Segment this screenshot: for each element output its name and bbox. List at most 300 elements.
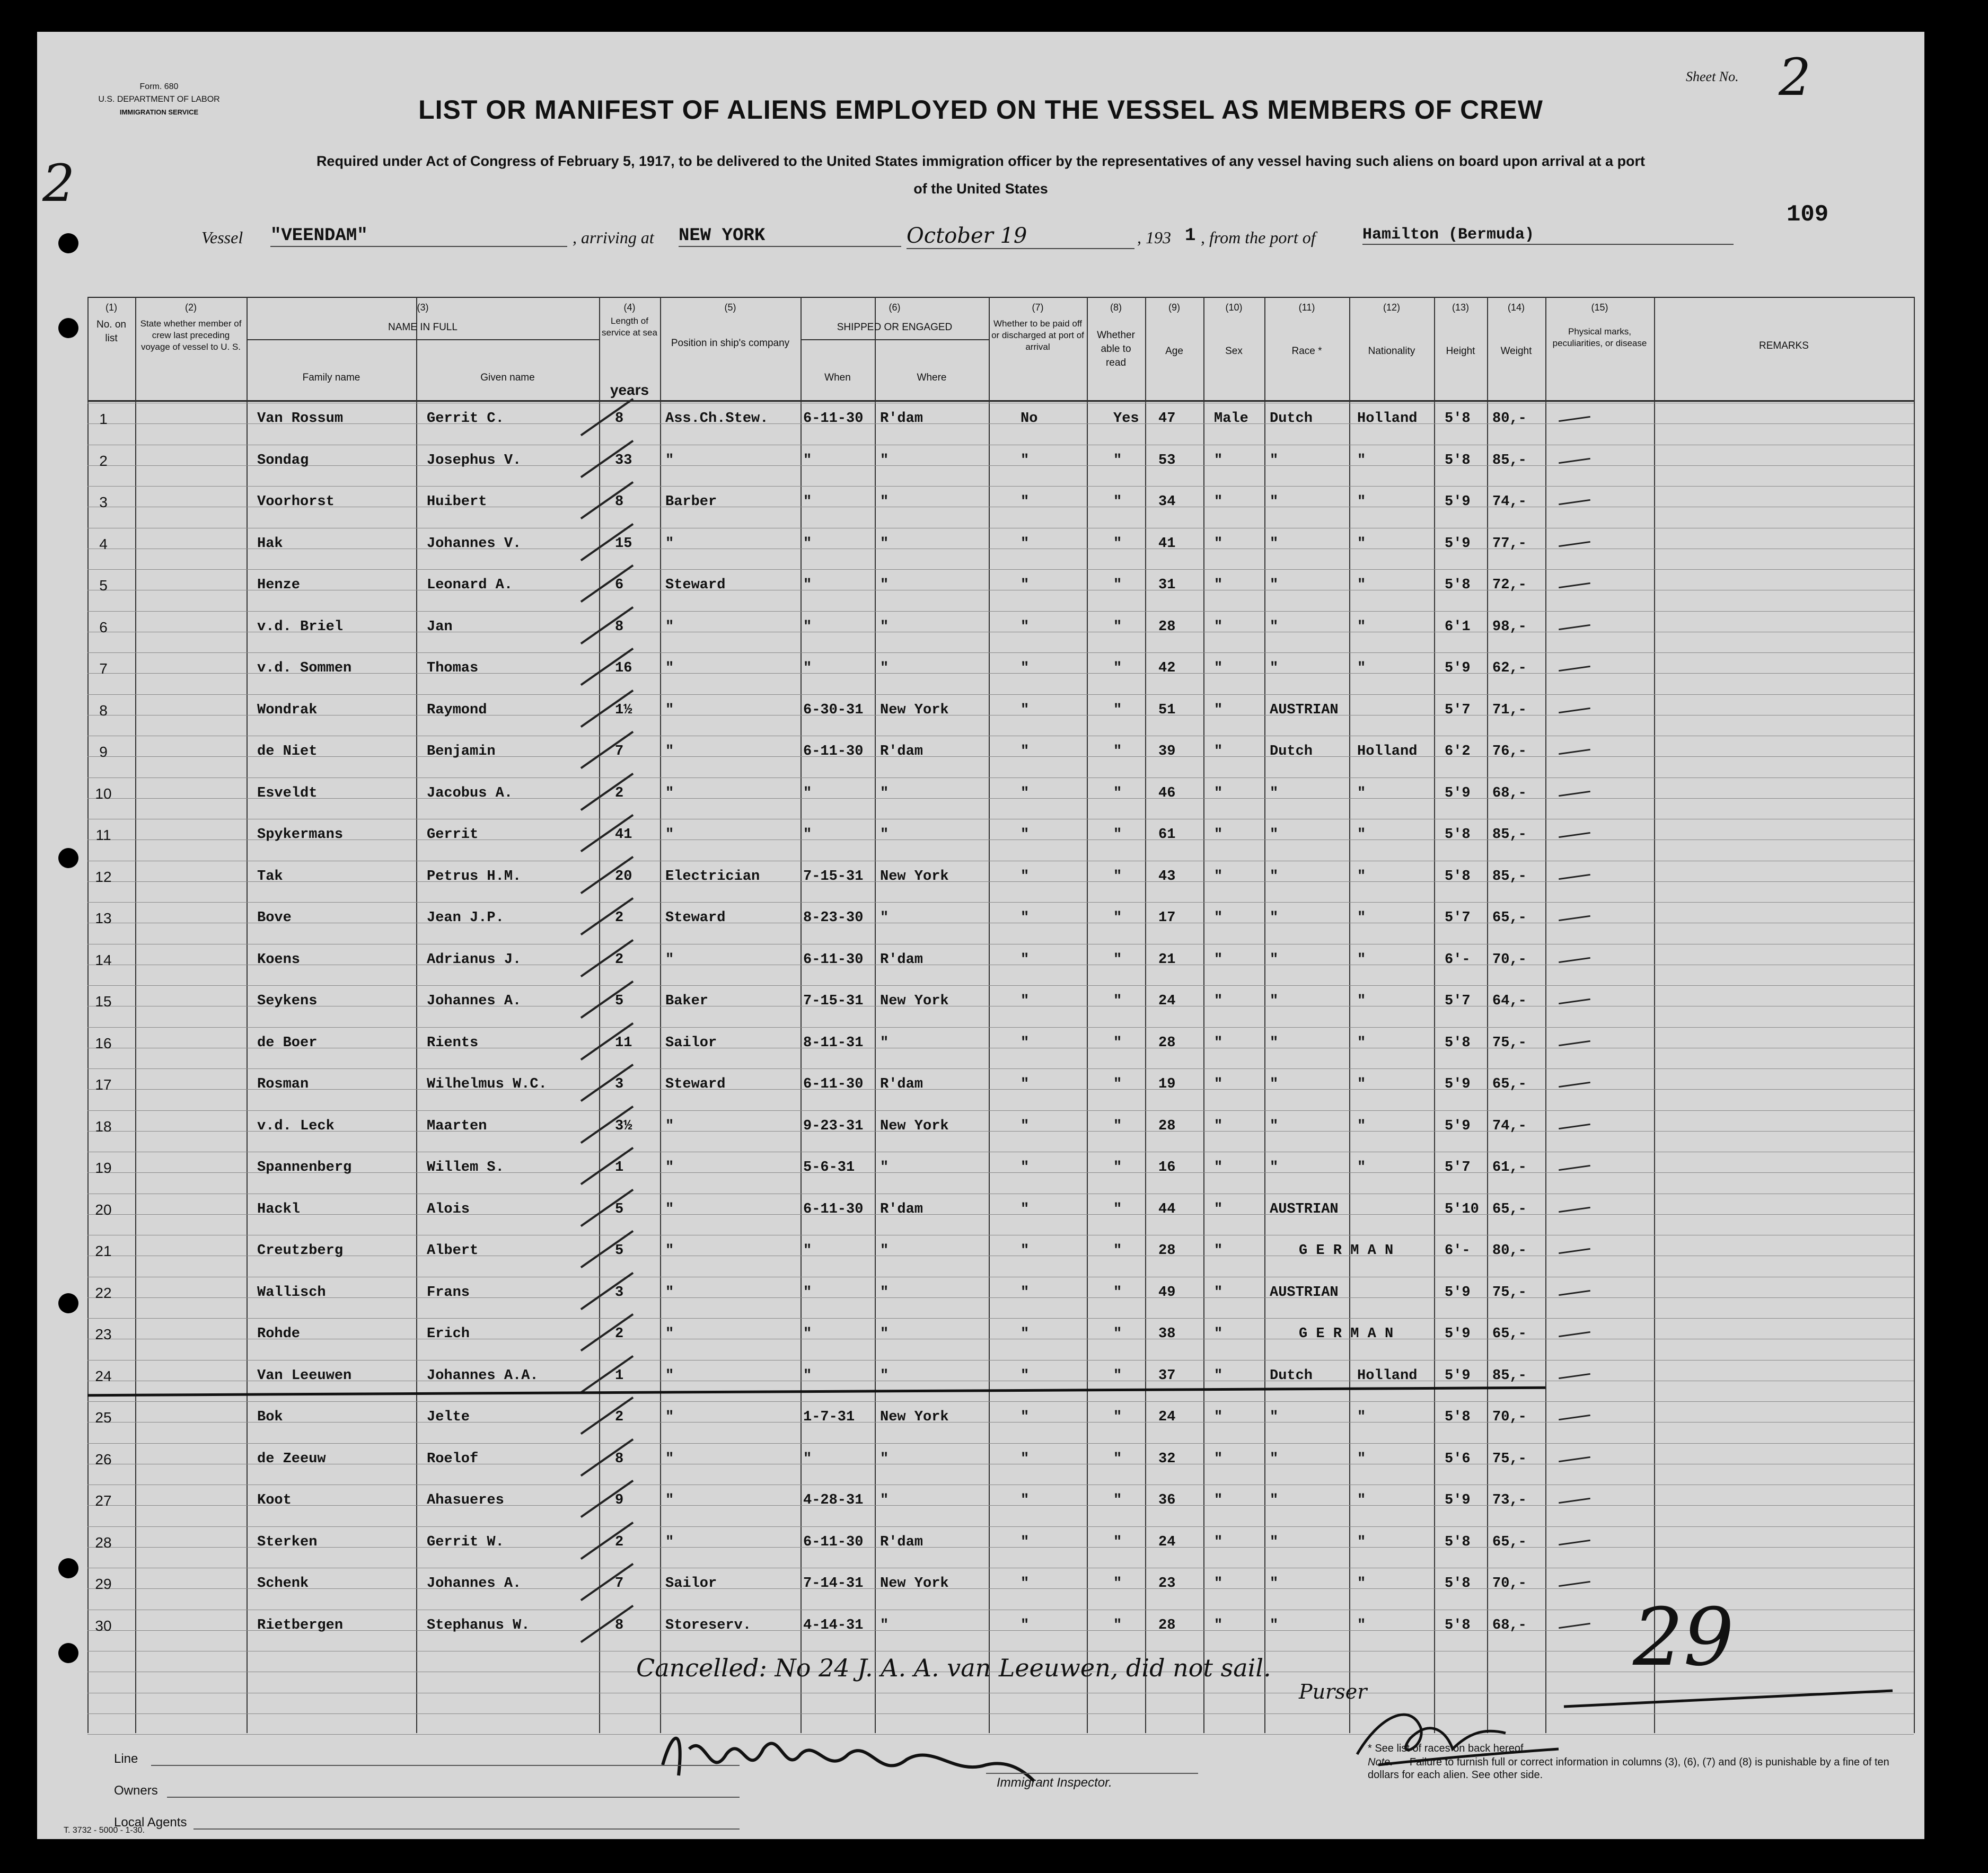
position-cell: " (665, 1367, 674, 1384)
height-cell: 5'10 (1445, 1201, 1479, 1217)
shipped-where-cell: R'dam (880, 1534, 923, 1550)
margin-mark: 2 (42, 154, 75, 213)
paid-off-cell: " (1021, 993, 1030, 1009)
col-num: (9) (1168, 302, 1180, 313)
able-to-read-cell: " (1113, 1284, 1122, 1301)
agents-rule (193, 1828, 740, 1830)
check-mark (1559, 1206, 1590, 1212)
height-cell: 5'9 (1445, 1284, 1471, 1301)
family-name-cell: Rosman (257, 1076, 309, 1092)
ruled-line (87, 1297, 1914, 1298)
col-header-shipped: SHIPPED OR ENGAGED (837, 322, 953, 333)
paid-off-cell: " (1021, 910, 1030, 926)
col-header-when: When (824, 372, 851, 383)
service-years-cell: 2 (615, 1409, 624, 1425)
print-code: T. 3732 - 5000 - 1-30. (64, 1826, 145, 1835)
race-cell: " (1270, 910, 1279, 926)
age-cell: 53 (1158, 452, 1176, 469)
shipped-when-cell: 6-11-30 (803, 411, 864, 427)
check-mark (1559, 957, 1590, 962)
given-name-cell: Wilhelmus W.C. (427, 1076, 547, 1092)
able-to-read-cell: " (1113, 744, 1122, 759)
ruled-line (87, 423, 1914, 424)
sex-cell: " (1214, 1035, 1223, 1051)
weight-cell: 72,- (1492, 577, 1527, 593)
sex-cell: " (1214, 1367, 1223, 1384)
row-number-cell: 5 (99, 577, 108, 594)
ruled-line (87, 1422, 1914, 1423)
age-cell: 24 (1158, 1534, 1176, 1550)
check-mark (1559, 1456, 1590, 1462)
race-cell: " (1270, 785, 1279, 801)
position-cell: " (665, 827, 674, 843)
able-to-read-cell: " (1113, 1118, 1122, 1134)
ruled-line (87, 1214, 1914, 1215)
note-text: — Failure to furnish full or correct information in columns (3), (6), (7) and (8) is punishable by a fine of ten dollars for each alien. See other side. (1368, 1756, 1889, 1781)
given-name-cell: Maarten (427, 1118, 487, 1134)
able-to-read-cell: " (1113, 494, 1122, 510)
family-name-cell: Hackl (257, 1201, 301, 1217)
shipped-where-cell: " (880, 1160, 889, 1176)
ruled-line (87, 1089, 1914, 1090)
age-cell: 44 (1158, 1201, 1176, 1217)
family-name-cell: Henze (257, 577, 301, 593)
age-cell: 16 (1158, 1160, 1176, 1176)
col-header-paid-off: Whether to be paid off or discharged at port of arrival (991, 319, 1084, 352)
col-header-read: Whether able to read (1097, 330, 1135, 368)
shipped-when-cell: " (803, 785, 812, 801)
able-to-read-cell: " (1113, 1326, 1122, 1342)
shipped-where-cell: " (880, 1326, 889, 1342)
pencil-slash (580, 1313, 634, 1351)
col-num: (14) (1507, 302, 1525, 313)
shipped-where-cell: " (880, 1492, 889, 1508)
ruled-line (87, 569, 1914, 570)
shipped-when-cell: " (803, 619, 812, 635)
service-years-cell: 2 (615, 910, 624, 926)
age-cell: 41 (1158, 535, 1176, 552)
family-name-cell: de Zeeuw (257, 1451, 326, 1467)
shipped-where-cell: " (880, 1617, 889, 1633)
col-rule (416, 297, 417, 1733)
pencil-slash (580, 606, 634, 644)
height-cell: 6'1 (1445, 619, 1471, 635)
race-cell: " (1270, 494, 1279, 510)
nationality-cell: " (1357, 1118, 1366, 1134)
ruled-line (87, 881, 1914, 882)
race-cell: G E R M A N (1299, 1326, 1394, 1342)
weight-cell: 75,- (1492, 1035, 1527, 1051)
check-mark (1559, 1581, 1590, 1587)
given-name-cell: Johannes A. (427, 993, 522, 1009)
service-years-cell: 8 (615, 494, 624, 510)
row-number-cell: 19 (95, 1160, 112, 1176)
family-name-cell: de Boer (257, 1035, 318, 1051)
weight-cell: 74,- (1492, 1118, 1527, 1134)
pencil-slash (580, 1188, 634, 1226)
shipped-where-cell: " (880, 1284, 889, 1301)
given-name-cell: Gerrit (427, 827, 479, 843)
nationality-cell: " (1357, 577, 1366, 593)
shipped-when-cell: " (803, 1284, 812, 1301)
pencil-slash (580, 980, 634, 1019)
shipped-where-cell: " (880, 785, 889, 801)
service-years-cell: 3 (615, 1284, 624, 1301)
purser-label: Purser (1299, 1680, 1367, 1703)
shipped-where-cell: R'dam (880, 411, 923, 427)
arrival-port: NEW YORK (679, 226, 901, 247)
given-name-cell: Stephanus W. (427, 1617, 530, 1633)
col-header-weight: Weight (1500, 346, 1532, 357)
weight-cell: 85,- (1492, 868, 1527, 885)
age-cell: 17 (1158, 910, 1176, 926)
age-cell: 19 (1158, 1076, 1176, 1092)
height-cell: 5'9 (1445, 535, 1471, 552)
shipped-when-cell: " (803, 1243, 812, 1259)
row-number-cell: 12 (95, 868, 112, 885)
shipped-when-cell: 6-11-30 (803, 1076, 864, 1092)
row-number-cell: 24 (95, 1367, 112, 1384)
weight-cell: 77,- (1492, 535, 1527, 552)
shipped-where-cell: " (880, 494, 889, 510)
row-number-cell: 25 (95, 1409, 112, 1426)
col-rule (989, 297, 990, 1733)
nationality-cell: " (1357, 910, 1366, 926)
row-number-cell: 1 (99, 411, 108, 427)
shipped-where-cell: " (880, 1367, 889, 1384)
shipped-when-cell: 8-23-30 (803, 910, 864, 926)
weight-cell: 61,- (1492, 1160, 1527, 1176)
age-cell: 37 (1158, 1367, 1176, 1384)
col-header-position: Position in ship's company (671, 338, 790, 349)
position-cell: " (665, 951, 674, 968)
service-years-cell: 7 (615, 744, 624, 759)
check-mark (1559, 749, 1590, 755)
row-number-cell: 14 (95, 951, 112, 968)
shipped-when-cell: 5-6-31 (803, 1160, 855, 1176)
age-cell: 51 (1158, 702, 1176, 718)
height-cell: 5'7 (1445, 993, 1471, 1009)
nationality-cell: " (1357, 494, 1366, 510)
shipped-where-cell: R'dam (880, 744, 923, 759)
col-num: (3) (417, 302, 429, 313)
race-cell: G E R M A N (1299, 1243, 1394, 1259)
check-mark (1559, 1498, 1590, 1504)
owners-label: Owners (114, 1783, 158, 1798)
ruled-line (87, 486, 1914, 487)
col-num: (11) (1298, 302, 1315, 313)
paid-off-cell: " (1021, 452, 1030, 469)
note-label: Note. (1368, 1756, 1393, 1768)
able-to-read-cell: " (1113, 577, 1122, 593)
given-name-cell: Ahasueres (427, 1492, 504, 1508)
pencil-slash (580, 481, 634, 519)
position-cell: Electrician (665, 868, 760, 885)
check-mark (1559, 707, 1590, 713)
paid-off-cell: " (1021, 951, 1030, 968)
row-number-cell: 6 (99, 619, 108, 635)
weight-cell: 85,- (1492, 1367, 1527, 1384)
sex-cell: " (1214, 1201, 1223, 1217)
position-cell: Sailor (665, 1035, 717, 1051)
document-subtitle (106, 147, 1855, 202)
age-cell: 28 (1158, 1243, 1176, 1259)
age-cell: 36 (1158, 1492, 1176, 1508)
shipped-when-cell: 6-11-30 (803, 744, 864, 759)
race-cell: Dutch (1270, 1367, 1313, 1384)
family-name-cell: Van Leeuwen (257, 1367, 352, 1384)
service-years-cell: 8 (615, 1451, 624, 1467)
col-num: (12) (1383, 302, 1400, 313)
paid-off-cell: " (1021, 1284, 1030, 1301)
given-name-cell: Leonard A. (427, 577, 513, 593)
col-rule (1145, 297, 1146, 1733)
sex-cell: " (1214, 1160, 1223, 1176)
col-header-service-length: Length of service at sea (602, 316, 657, 338)
ruled-line (87, 1027, 1914, 1028)
nationality-cell: " (1357, 785, 1366, 801)
age-cell: 31 (1158, 577, 1176, 593)
paid-off-cell: " (1021, 1534, 1030, 1550)
service-years-cell: 3½ (615, 1118, 632, 1134)
given-name-cell: Jelte (427, 1409, 470, 1425)
age-cell: 46 (1158, 785, 1176, 801)
col-rule (1264, 297, 1265, 1733)
table-top-rule (87, 297, 1914, 298)
family-name-cell: Creutzberg (257, 1243, 344, 1259)
ruled-line (87, 1068, 1914, 1069)
paid-off-cell: " (1021, 1576, 1030, 1592)
height-cell: 5'8 (1445, 868, 1471, 885)
height-cell: 5'9 (1445, 660, 1471, 676)
age-cell: 24 (1158, 993, 1176, 1009)
position-cell: Storeserv. (665, 1617, 752, 1633)
from-port-label: , from the port of (1201, 228, 1316, 247)
paid-off-cell: " (1021, 868, 1030, 885)
given-name-cell: Josephus V. (427, 452, 522, 469)
check-mark (1559, 1415, 1590, 1420)
given-name-cell: Erich (427, 1326, 470, 1342)
race-cell: " (1270, 660, 1279, 676)
nationality-cell: " (1357, 868, 1366, 885)
col-rule (87, 297, 89, 1733)
paid-off-cell: " (1021, 702, 1030, 718)
pencil-slash (580, 1355, 634, 1393)
weight-cell: 65,- (1492, 1326, 1527, 1342)
row-number-cell: 13 (95, 910, 112, 926)
shipped-when-cell: 9-23-31 (803, 1118, 864, 1134)
able-to-read-cell: " (1113, 452, 1122, 469)
ruled-line (87, 1505, 1914, 1506)
position-cell: " (665, 452, 674, 469)
able-to-read-cell: " (1113, 1160, 1122, 1176)
height-cell: 5'7 (1445, 702, 1471, 718)
col-rule (1914, 297, 1915, 1733)
check-mark (1559, 999, 1590, 1004)
shipped-when-cell: 6-11-30 (803, 1201, 864, 1217)
sex-cell: " (1214, 1409, 1223, 1425)
col-header-where: Where (917, 372, 947, 383)
check-mark (1559, 1248, 1590, 1254)
shipped-where-cell: New York (880, 868, 949, 885)
position-cell: " (665, 619, 674, 635)
shipped-where-cell: New York (880, 702, 949, 718)
given-name-cell: Alois (427, 1201, 470, 1217)
weight-cell: 85,- (1492, 452, 1527, 469)
height-cell: 5'8 (1445, 1576, 1471, 1592)
ruled-line (87, 1172, 1914, 1173)
family-name-cell: Rietbergen (257, 1617, 344, 1633)
weight-cell: 73,- (1492, 1492, 1527, 1508)
form-number: Form. 680 (139, 82, 179, 91)
height-cell: 5'8 (1445, 1534, 1471, 1550)
race-cell: " (1270, 1492, 1279, 1508)
age-cell: 43 (1158, 868, 1176, 885)
height-cell: 5'9 (1445, 1118, 1471, 1134)
service-years-cell: 8 (615, 619, 624, 635)
sex-cell: " (1214, 494, 1223, 510)
ruled-line (87, 798, 1914, 799)
paid-off-cell: " (1021, 1451, 1030, 1467)
paid-off-cell: " (1021, 660, 1030, 676)
race-cell: " (1270, 1076, 1279, 1092)
age-cell: 28 (1158, 619, 1176, 635)
pencil-slash (580, 731, 634, 769)
paid-off-cell: " (1021, 577, 1030, 593)
nationality-cell: " (1357, 619, 1366, 635)
race-cell: " (1270, 1534, 1279, 1550)
check-mark (1559, 1622, 1590, 1628)
col-header-name: NAME IN FULL (388, 322, 458, 333)
shipped-where-cell: New York (880, 993, 949, 1009)
pencil-slash (580, 939, 634, 977)
check-mark (1559, 624, 1590, 630)
col-num: (7) (1032, 302, 1044, 313)
height-cell: 5'8 (1445, 577, 1471, 593)
col-header-height: Height (1446, 346, 1475, 357)
sex-cell: " (1214, 910, 1223, 926)
service-years-cell: 2 (615, 951, 624, 968)
check-mark (1559, 1289, 1590, 1295)
family-name-cell: Van Rossum (257, 411, 344, 427)
check-mark (1559, 499, 1590, 505)
given-name-cell: Huibert (427, 494, 487, 510)
race-cell: " (1270, 827, 1279, 843)
col-num: (13) (1452, 302, 1469, 313)
position-cell: Barber (665, 494, 717, 510)
height-cell: 5'7 (1445, 1160, 1471, 1176)
ruled-line (87, 1131, 1914, 1132)
pencil-slash (580, 1604, 634, 1642)
family-name-cell: Hak (257, 535, 283, 552)
shipped-where-cell: " (880, 535, 889, 552)
weight-cell: 65,- (1492, 1076, 1527, 1092)
shipped-where-cell: R'dam (880, 951, 923, 968)
weight-cell: 74,- (1492, 494, 1527, 510)
department-name: U.S. DEPARTMENT OF LABOR (98, 95, 220, 104)
shipped-when-cell: " (803, 827, 812, 843)
service-years-cell: 20 (615, 868, 632, 885)
col-num: (2) (185, 302, 197, 313)
nationality-cell: " (1357, 1076, 1366, 1092)
document-title: LIST OR MANIFEST OF ALIENS EMPLOYED ON THE VESSEL AS MEMBERS OF CREW (418, 95, 1543, 125)
given-name-cell: Jacobus A. (427, 785, 513, 801)
able-to-read-cell: " (1113, 1492, 1122, 1508)
family-name-cell: Bok (257, 1409, 283, 1425)
paid-off-cell: " (1021, 1076, 1030, 1092)
race-cell: AUSTRIAN (1270, 702, 1339, 718)
paid-off-cell: " (1021, 1035, 1030, 1051)
col-header-remarks: REMARKS (1759, 340, 1809, 351)
nationality-cell: " (1357, 1035, 1366, 1051)
shipped-subrule (801, 339, 989, 340)
given-name-cell: Frans (427, 1284, 470, 1301)
sex-cell: " (1214, 660, 1223, 676)
sex-cell: " (1214, 1617, 1223, 1633)
weight-cell: 76,- (1492, 744, 1527, 759)
check-mark (1559, 541, 1590, 546)
able-to-read-cell: " (1113, 1534, 1122, 1550)
age-cell: 61 (1158, 827, 1176, 843)
weight-cell: 98,- (1492, 619, 1527, 635)
nationality-cell: Holland (1357, 411, 1418, 427)
check-mark (1559, 1123, 1590, 1129)
given-name-cell: Johannes V. (427, 535, 522, 552)
ruled-line (87, 1110, 1914, 1111)
col-rule (1087, 297, 1088, 1733)
race-cell: Dutch (1270, 411, 1313, 427)
shipped-when-cell: " (803, 1451, 812, 1467)
able-to-read-cell: " (1113, 993, 1122, 1009)
able-to-read-cell: " (1113, 1035, 1122, 1051)
height-cell: 5'9 (1445, 494, 1471, 510)
year-digit: 1 (1185, 226, 1196, 246)
race-cell: AUSTRIAN (1270, 1201, 1339, 1217)
shipped-where-cell: " (880, 577, 889, 593)
line-rule (151, 1765, 740, 1766)
shipped-when-cell: " (803, 577, 812, 593)
service-years-cell: 1 (615, 1160, 624, 1176)
weight-cell: 62,- (1492, 660, 1527, 676)
punch-hole (58, 848, 78, 868)
ruled-line (87, 1588, 1914, 1589)
ruled-line (87, 1443, 1914, 1444)
sex-cell: " (1214, 1451, 1223, 1467)
race-cell: " (1270, 619, 1279, 635)
family-name-cell: Bove (257, 910, 292, 926)
sex-cell: " (1214, 1284, 1223, 1301)
able-to-read-cell: " (1113, 1576, 1122, 1592)
age-cell: 39 (1158, 744, 1176, 759)
position-cell: " (665, 785, 674, 801)
shipped-when-cell: 6-11-30 (803, 951, 864, 968)
shipped-when-cell: 7-14-31 (803, 1576, 864, 1592)
able-to-read-cell: " (1113, 1201, 1122, 1217)
col-rule (660, 297, 661, 1733)
col-header-nationality: Nationality (1368, 346, 1415, 357)
pencil-slash (580, 1563, 634, 1601)
given-name-cell: Willem S. (427, 1160, 504, 1176)
position-cell: Steward (665, 910, 726, 926)
weight-cell: 70,- (1492, 1576, 1527, 1592)
position-cell: Baker (665, 993, 709, 1009)
sex-cell: " (1214, 1326, 1223, 1342)
family-name-cell: v.d. Briel (257, 619, 344, 635)
race-cell: " (1270, 1617, 1279, 1633)
age-cell: 47 (1158, 411, 1176, 427)
subtitle-line: of the United States (913, 181, 1048, 197)
col-header-family-name: Family name (302, 372, 360, 383)
